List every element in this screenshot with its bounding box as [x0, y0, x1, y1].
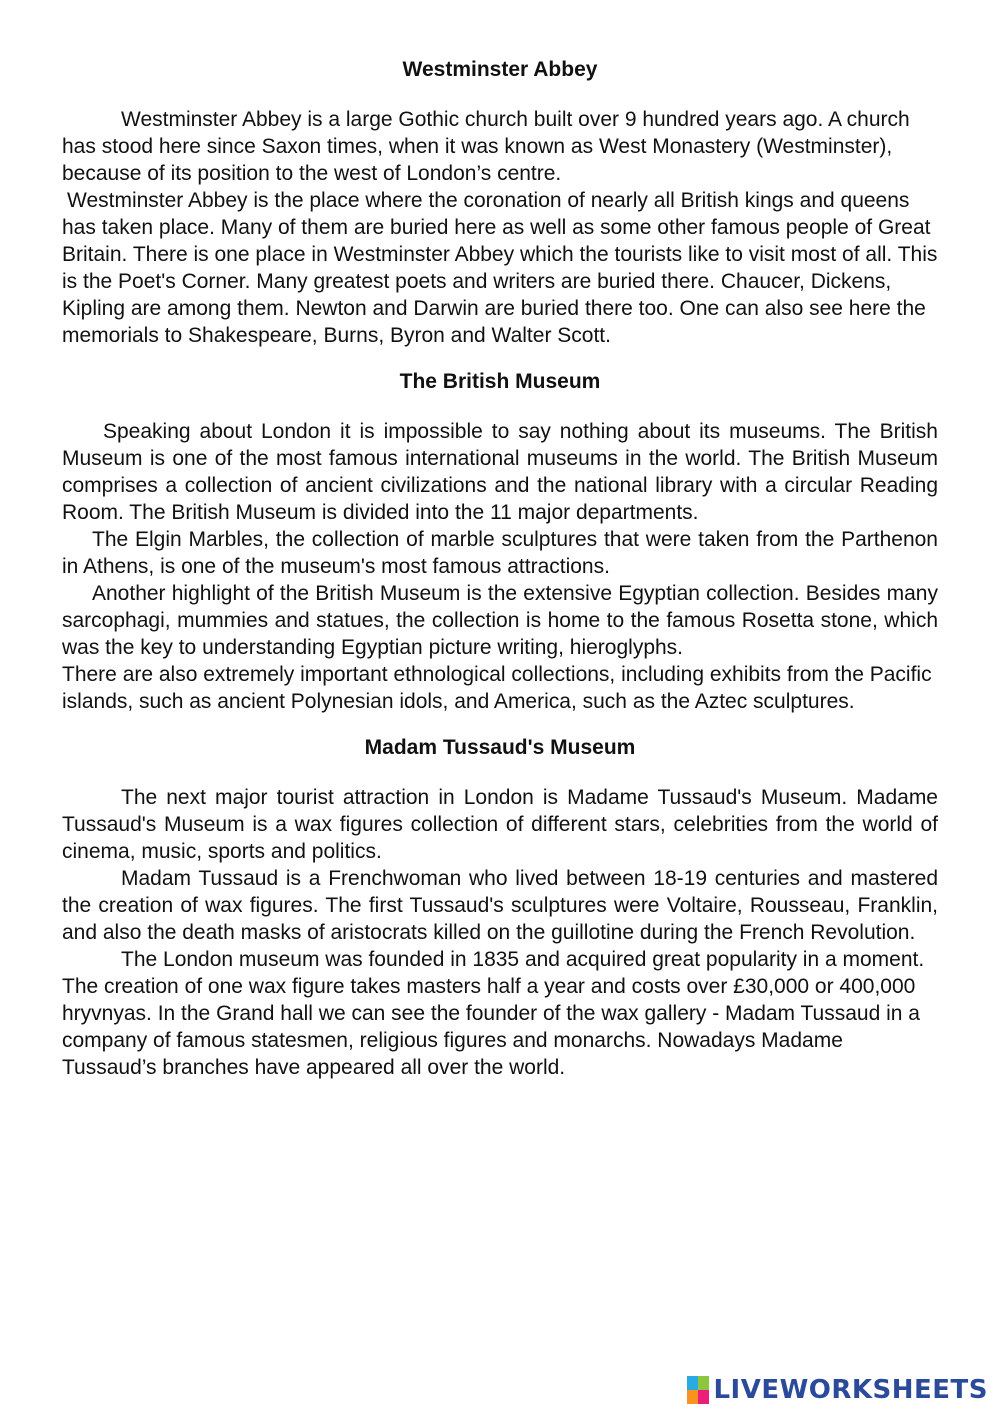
- brand-name: LIVEWORKSHEETS: [713, 1375, 988, 1405]
- section-title: The British Museum: [399, 370, 601, 393]
- paragraph: The Elgin Marbles, the collection of marble sculptures that were taken from the Parthenon in Athens, is one of the museum's most famous attractions.: [62, 528, 938, 578]
- liveworksheets-mark-icon: [687, 1376, 709, 1404]
- paragraph: The London museum was founded in 1835 and acquired great popularity in a moment. The creation of one wax figure takes masters half a year and costs over £30,000 or 400,000 hryvnyas. In the Grand hall we can see the founder of the wax gallery - Madam Tussaud in a company of famous statesmen, religious figures and monarchs. Nowadays Madame Tussaud’s branches have appeared all over the world.: [62, 948, 925, 1079]
- section-title: Westminster Abbey: [402, 58, 598, 81]
- paragraph: There are also extremely important ethnological collections, including exhibits from the Pacific islands, such as ancient Polynesian idols, and America, such as the Aztec sculptures.: [62, 663, 932, 713]
- paragraph: Speaking about London it is impossible to say nothing about its museums. The British Museum is one of the most famous international museums in the world. The British Museum comprises a collection of ancient civilizations and the national library with a circular Reading Room. The British Museum is divided into the 11 major departments.: [62, 420, 938, 524]
- worksheet-page: [62, 56, 938, 1081]
- section-madam-tussauds: [62, 734, 938, 1081]
- section-westminster-abbey: [62, 56, 938, 349]
- paragraph: The next major tourist attraction in London is Madame Tussaud's Museum. Madame Tussaud's Museum is a wax figures collection of different stars, celebrities from the world of cinema, music, sports and politics.: [62, 786, 938, 863]
- paragraph: Westminster Abbey is the place where the coronation of nearly all British kings and queens has taken place. Many of them are buried here as well as some other famous people of Great Britain. There is one place in Westminster Abbey which the tourists like to visit most of all. This is the Poet's Corner. Many greatest poets and writers are buried there. Chaucer, Dickens, Kipling are among them. Newton and Darwin are buried there too. One can also see here the memorials to Shakespeare, Burns, Byron and Walter Scott.: [62, 189, 938, 347]
- paragraph: Westminster Abbey is a large Gothic church built over 9 hundred years ago. A church has stood here since Saxon times, when it was known as West Monastery (Westminster), because of its position to the west of London’s centre.: [62, 108, 910, 185]
- section-body: [62, 784, 938, 1081]
- section-british-museum: [62, 368, 938, 715]
- section-title: Madam Tussaud's Museum: [364, 736, 636, 759]
- paragraph: Another highlight of the British Museum is the extensive Egyptian collection. Besides many sarcophagi, mummies and statues, the collection is home to the famous Rosetta stone, which was the key to understanding Egyptian picture writing, hieroglyphs.: [62, 582, 938, 659]
- liveworksheets-logo: [687, 1373, 988, 1407]
- section-body: [62, 418, 938, 715]
- paragraph: Madam Tussaud is a Frenchwoman who lived between 18-19 centuries and mastered the creation of wax figures. The first Tussaud's sculptures were Voltaire, Rousseau, Franklin, and also the death masks of aristocrats killed on the guillotine during the French Revolution.: [62, 867, 938, 944]
- section-body: [62, 106, 938, 349]
